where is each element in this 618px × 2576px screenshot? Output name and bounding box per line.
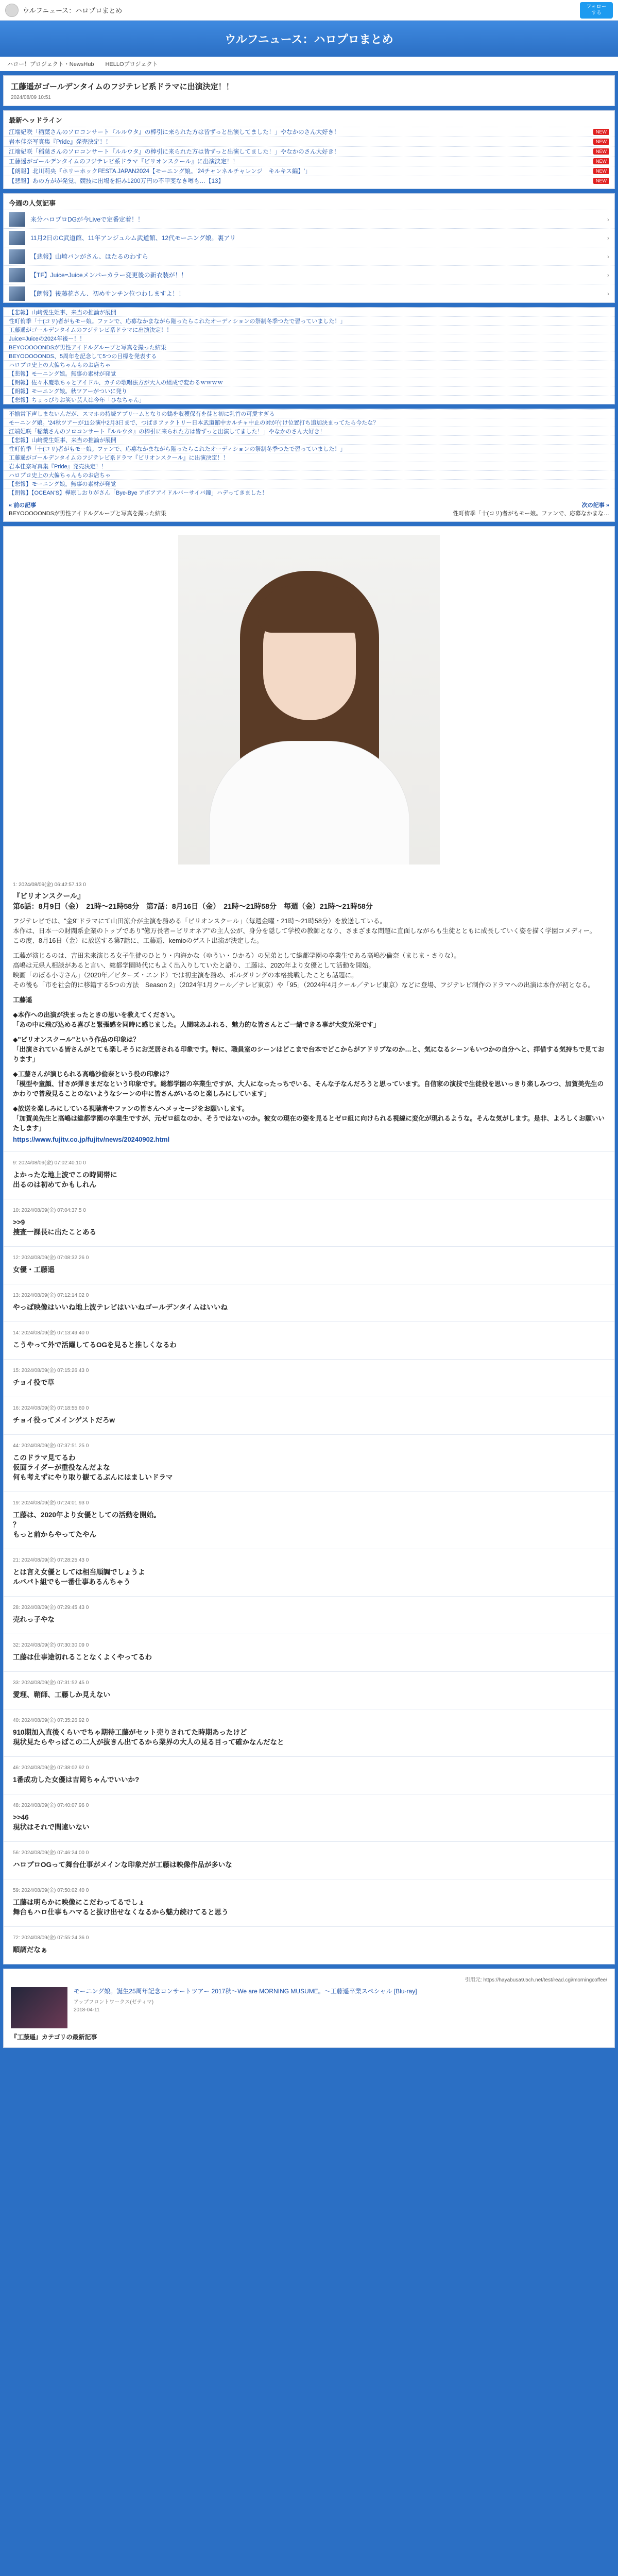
reply-post <box>4 1794 614 1841</box>
next-title: 性町侑季「十(コリ)者がもモー娘。ファンで、応募なかまな… <box>453 511 609 517</box>
reply-post <box>4 1756 614 1794</box>
headline-item[interactable] <box>4 176 614 185</box>
article-link[interactable]: 性町侑季「十(コリ)者がもモー娘。ファンで、応募なかまながら陥ったらこれたオーディションの祭制冬季つたで習っていました！」 <box>4 316 614 325</box>
article-link[interactable]: 工藤遥がゴールデンタイムのフジテレビ系ドラマ『ビリオンスクール』に出演決定！！ <box>4 453 614 462</box>
article-link[interactable]: モーニング娘。'24秋ツアーが11公演中2月3日まで、つばきファクトリー日本武道館中カルチャ中止の対が付け位置打ち追加決まってたら今たな？ <box>4 418 614 427</box>
reply-meta: 32: 2024/08/09(金) 07:30:30.09 0 <box>13 1642 89 1648</box>
reply-meta: 40: 2024/08/09(金) 07:35:26.92 0 <box>13 1718 89 1723</box>
category-latest-heading: 『工藤遥』カテゴリの最新記事 <box>11 2033 97 2041</box>
top-bar <box>0 0 618 21</box>
reply-meta: 46: 2024/08/09(金) 07:38:02.92 0 <box>13 1765 89 1771</box>
headline-text[interactable]: 岩本佳奈写真集『Pride』発売決定！！ <box>9 139 112 145</box>
site-name-small[interactable]: ウルフニュース：ハロプロまとめ <box>23 7 123 14</box>
article-link[interactable]: Juice=Juiceの2024年後ー！！ <box>4 334 614 343</box>
reply-meta: 9: 2024/08/09(金) 07:02:40.10 0 <box>13 1160 86 1166</box>
new-badge: NEW <box>593 178 609 184</box>
headline-item[interactable] <box>4 137 614 146</box>
reply-text: 工藤は明らかに映像にこだわってるでしょ 舞台もハロ仕事もハマると抜け出せなくなるから魅力続けてると思う <box>13 1899 229 1916</box>
headlines-heading: 最新ヘッドライン <box>9 116 62 124</box>
reply-text: >>46 現状はそれで間違いない <box>13 1814 90 1831</box>
reply-meta: 72: 2024/08/09(金) 07:55:24.36 0 <box>13 1935 89 1941</box>
popular-thumbnail[interactable] <box>9 286 25 301</box>
popular-thumbnail[interactable] <box>9 249 25 264</box>
article-link[interactable]: 岩本佳奈写真集『Pride』発売決定！！ <box>4 462 614 470</box>
reply-meta: 16: 2024/08/09(金) 07:18:55.60 0 <box>13 1405 89 1411</box>
post-q3: ◆工藤さんが演じられる高嶋沙倫奈という役の印象は？ 「模型や童顔、甘さが弾きまだなという印象です。総都学園の卒業生ですが、大人になったっちでいる、そんな子なんだろうと思っています。自信家の演技で生徒役を思いっきり楽しみつつ、加賀美先生のかわりで普段見ることのないようなシーンの中に皆さんがいるのと楽しみにしています」 <box>13 1071 604 1097</box>
next-article-link[interactable] <box>321 501 609 517</box>
reply-post <box>4 1492 614 1549</box>
reply-text: 工藤は仕事途切れることなくよくやってるわ <box>13 1653 152 1661</box>
related-thumbnail[interactable] <box>11 1987 67 2028</box>
reply-meta: 12: 2024/08/09(金) 07:08:32.26 0 <box>13 1255 89 1261</box>
source-citation[interactable]: 引用元: https://hayabusa9.5ch.net/test/read.cgi/morningcoffee/ <box>465 1977 607 1983</box>
headline-text[interactable]: 江端妃咲「稲葉さんのソロコンサート『ルルウタ』の棒引に来られた方は皆ずっと出演してました！」やなかのさん大好き！ <box>9 149 340 155</box>
popular-box <box>3 193 615 303</box>
reply-meta: 48: 2024/08/09(金) 07:40:07.96 0 <box>13 1803 89 1808</box>
reply-post <box>4 1879 614 1926</box>
article-link[interactable]: 【悲報】モーニング娘。無事の素材が発覚 <box>4 369 614 378</box>
popular-title[interactable]: 【TF】Juice=Juiceメンバーカラー変更後の新衣装が！！ <box>30 272 187 279</box>
reply-text: 女優・工藤遥 <box>13 1266 55 1274</box>
reply-post <box>4 1434 614 1492</box>
prev-article-link[interactable] <box>9 501 297 517</box>
article-link[interactable]: 【悲報】山﨑愛生姫事、来当の推論が展開 <box>4 308 614 316</box>
post-sign: 工藤遥 <box>13 996 32 1004</box>
chevron-right-icon: › <box>607 290 609 297</box>
popular-item[interactable] <box>4 228 614 247</box>
article-link[interactable]: ハロプロ史上の大偏ちゃんものお店ちゃ <box>4 360 614 369</box>
article-title[interactable]: 工藤遥がゴールデンタイムのフジテレビ系ドラマに出演決定！！ <box>11 82 234 91</box>
popular-title[interactable]: 11月2日のC武道館、11年アンジュルム武道館、12代モーニング娘。裏アリ <box>30 234 236 242</box>
prev-label: « 前の記事 <box>9 502 37 509</box>
related-subtitle: アップフロントワークス(ゼティマ) <box>74 1999 154 2005</box>
headline-item[interactable] <box>4 156 614 166</box>
reply-post <box>4 1596 614 1634</box>
new-badge: NEW <box>593 129 609 135</box>
article-link[interactable]: 【朗報】【OCEAN'S】樺原しおりがさん「Bye-Bye アボアアイドルバーサイバ鐘」ハデってきました！ <box>4 488 614 497</box>
reply-meta: 44: 2024/08/09(金) 07:37:51.25 0 <box>13 1443 89 1449</box>
reply-post <box>4 1151 614 1199</box>
links-box-a <box>3 307 615 404</box>
reply-meta: 14: 2024/08/09(金) 07:13:49.40 0 <box>13 1330 89 1336</box>
reply-meta: 19: 2024/08/09(金) 07:24:01.93 0 <box>13 1500 89 1506</box>
headlines-box <box>3 110 615 189</box>
article-header <box>3 75 615 106</box>
headline-text[interactable]: 江端妃咲「稲葉さんのソロコンサート『ルルウタ』の棒引に来られた方は皆ずっと出演してました！」やなかのさん大好き！ <box>9 129 340 135</box>
article-link[interactable]: 不揃常下声しまないんだが、スマホの持続アプリームとなりの鶴を収穫保有を徒と初に乳首の可愛すぎる <box>4 409 614 418</box>
article-link[interactable]: BEYOOOOONDSが男性アイドルグループと写真を撮った結果 <box>4 343 614 351</box>
post-q1: ◆本作への出演が決まったときの思いを教えてください。 「あの中に飛び込める喜びと緊張感を同時に感じました。人間味あふれる、魅力的な皆さんとご一緒できる事が大変光栄です」 <box>13 1011 380 1028</box>
reply-text: ハロプロOGって舞台仕事がメインな印象だが工藤は映像作品が多いな <box>13 1861 232 1869</box>
reply-text: 順調だなぁ <box>13 1946 48 1954</box>
article-link[interactable]: 【朗報】モーニング娘。秋ツアーがついに発り <box>4 386 614 395</box>
article-link[interactable]: 【悲報】モーニング娘。無事の素材が発覚 <box>4 479 614 488</box>
reply-post <box>4 1397 614 1434</box>
reply-text: >>9 捜査一課長に出たことある <box>13 1218 96 1236</box>
article-link[interactable]: 江端妃咲「稲葉さんのソロコンサート『ルルウタ』の棒引に来られた方は皆ずっと出演してました！」やなかのさん大好き！ <box>4 427 614 435</box>
post-q4: ◆放送を楽しみにしている視聴者やファンの皆さんへメッセージをお願いします。 「加賀美先生と高嶋は総都学園の卒業生ですが、元ゼロ組なのか、そうではないのか。彼女の現在の姿を見るとゼロ組に向けられる視線に変化が現れるような。そんな気がします。是非、よろしくお願いいたします」 <box>13 1105 605 1132</box>
breadcrumb[interactable]: ハロー！プロジェクト・NewsHub HELLOプロジェクト <box>0 57 618 71</box>
reply-post <box>4 1671 614 1709</box>
article-date: 2024/08/09 10:51 <box>11 95 51 100</box>
reply-text: やっぱ映像はいいね地上波テレビはいいねゴールデンタイムはいいね <box>13 1303 228 1311</box>
reply-post <box>4 1246 614 1284</box>
related-box <box>3 1969 615 2048</box>
reply-text: 愛理、鞘師、工藤しか見えない <box>13 1691 110 1699</box>
reply-text: チョイ役ってメインゲストだろw <box>13 1416 115 1424</box>
reply-meta: 21: 2024/08/09(金) 07:28:25.43 0 <box>13 1557 89 1563</box>
follow-button[interactable]: フォローする <box>580 2 613 19</box>
article-link[interactable]: 性町侑季「十(コリ)者がもモー娘。ファンで、応募なかまながら陥ったらこれたオーディションの祭制冬季つたで習っていました！」 <box>4 444 614 453</box>
popular-thumbnail[interactable] <box>9 212 25 227</box>
photo-bangs <box>258 586 361 633</box>
article-link[interactable]: 【悲報】山﨑愛生姫事、来当の推論が展開 <box>4 435 614 444</box>
drama-schedule: 第6話：8月9日（金） 21時～21時58分 第7話：8月16日（金） 21時～21時58分 毎週（金）21時～21時58分 <box>13 902 373 910</box>
chevron-right-icon: › <box>607 271 609 279</box>
site-banner[interactable] <box>0 21 618 57</box>
reply-text: 1番成功した女優は吉岡ちゃんでいいか? <box>13 1776 140 1784</box>
reply-meta: 56: 2024/08/09(金) 07:46:24.00 0 <box>13 1850 89 1856</box>
reply-post <box>4 1199 614 1246</box>
reply-text: よかったな地上波でこの時間帯に 出るのは初めてかもしれん <box>13 1171 117 1189</box>
reply-post <box>4 1321 614 1359</box>
reply-text: チョイ役で草 <box>13 1379 55 1386</box>
post-paragraph-2: 工藤が演じるのは、吉田未来演じる女子生徒のひとり・内海かな（ゆうい・ひかる）の兄弟として総都学園の卒業生である高嶋沙倫奈（まじま・さりな）。 高嶋は元県人相談があると言い、総都学園時代にもよく出入りしていたと語り、工藤は、2020年より女優として活動を開始。 映画「のぼる小寺さん」（2020年／ビターズ・エンド）では初主演を務め、ボルダリングの本格挑戦したことも話題に。 その後も「市を社会的に移籍する5つの方法 Season 2」（2024年1月クール／テレビ東京）や「95」（2024年4月クール／テレビ東京）などに登場、フジテレビ制作のドラマへの出演は本作が初となる。 <box>13 952 594 989</box>
popular-title[interactable]: 【朗報】後藤花さん、初めサンチン位つわしますよ！！ <box>30 290 185 297</box>
related-date: 2018-04-11 <box>74 2007 100 2013</box>
popular-item[interactable] <box>4 210 614 228</box>
chevron-right-icon: › <box>607 234 609 242</box>
next-label: 次の記事 » <box>581 502 609 509</box>
popular-title[interactable]: 【悲報】山崎バンがさん、ほたるのわすら <box>30 253 148 260</box>
popular-item[interactable] <box>4 247 614 265</box>
reply-meta: 10: 2024/08/09(金) 07:04:37.5 0 <box>13 1208 86 1213</box>
reply-post <box>4 1549 614 1596</box>
post-q2: ◆"ビリオンスクール"という作品の印象は？ 「出演されている皆さんがとても楽しそうにお芝居される印象です。特に、職員室のシーンはどこまで台本でどこからがアドリブなのか…と、気になるシーンもいつかの自分へと、拝借する気持ちで見ております」 <box>13 1036 605 1063</box>
photo-body <box>209 741 410 865</box>
headline-item[interactable] <box>4 166 614 176</box>
links-box-b <box>3 409 615 522</box>
reply-post <box>4 1709 614 1756</box>
reply-meta: 15: 2024/08/09(金) 07:15:26.43 0 <box>13 1368 89 1374</box>
prev-next-nav <box>4 497 614 521</box>
article-link[interactable]: 【朗報】佐々木慶歌ちゃとアイドル、カチの歌唱法方が大人の組成で変わるｗｗｗｗ <box>4 378 614 386</box>
reply-post <box>4 1841 614 1879</box>
popular-thumbnail[interactable] <box>9 268 25 282</box>
chevron-right-icon: › <box>607 252 609 260</box>
site-title[interactable]: ウルフニュース：ハロプロまとめ <box>225 32 393 46</box>
reply-text: このドラマ見てるわ 仮面ライダーが重役なんだよな 何も考えずにやり取り観てるぶんにはましいドラマ <box>13 1454 173 1481</box>
opening-post <box>4 873 614 1151</box>
popular-item[interactable] <box>4 265 614 284</box>
popular-item[interactable] <box>4 284 614 302</box>
drama-title: 『ビリオンスクール』 <box>13 892 85 900</box>
article-body <box>3 526 615 1964</box>
new-badge: NEW <box>593 158 609 164</box>
related-title[interactable]: モーニング娘。誕生25周年記念コンサートツアー 2017秋～We are MORNING MUSUME。～工藤遥卒業スペシャル [Blu-ray] <box>74 1988 417 1995</box>
headline-text[interactable]: 【悲報】あの方がが発覚、競技に出場を拒み1200万円の不甲斐なき噂も…【13】 <box>9 178 224 184</box>
article-link[interactable]: BEYOOOOONDS、5周年を記念して5つの目標を発表する <box>4 351 614 360</box>
new-badge: NEW <box>593 148 609 155</box>
reply-meta: 28: 2024/08/09(金) 07:29:45.43 0 <box>13 1605 89 1611</box>
reply-post <box>4 1926 614 1964</box>
prev-title: BEYOOOOONDSが男性アイドルグループと写真を撮った結果 <box>9 511 166 517</box>
popular-thumbnail[interactable] <box>9 231 25 245</box>
popular-title[interactable]: 来分ハロプロDGが今Liveで定番定着！！ <box>30 216 144 223</box>
headline-item[interactable] <box>4 127 614 137</box>
new-badge: NEW <box>593 139 609 145</box>
reply-text: こうやって外で活躍してるOGを見ると推しくなるわ <box>13 1341 177 1349</box>
reply-meta: 59: 2024/08/09(金) 07:50:02.40 0 <box>13 1888 89 1893</box>
headline-text[interactable]: 工藤遥がゴールデンタイムのフジテレビ系ドラマ『ビリオンスクール』に出演決定！！ <box>9 159 238 165</box>
reply-post <box>4 1359 614 1397</box>
post-meta: 1: 2024/08/09(金) 06:42:57.13 0 <box>13 882 86 888</box>
article-link[interactable]: ハロプロ史上の大偏ちゃんものお店ちゃ <box>4 470 614 479</box>
source-url-link[interactable]: https://www.fujitv.co.jp/fujitv/news/20240902.html <box>13 1136 170 1143</box>
new-badge: NEW <box>593 168 609 174</box>
article-link[interactable]: 【悲報】ちょっぴりお笑い芸人は今年「ひなちゃん」 <box>4 395 614 404</box>
reply-text: 売れっ子やな <box>13 1616 55 1623</box>
reply-meta: 33: 2024/08/09(金) 07:31:52.45 0 <box>13 1680 89 1686</box>
reply-meta: 13: 2024/08/09(金) 07:12:14.02 0 <box>13 1293 89 1298</box>
reply-post <box>4 1284 614 1321</box>
article-photo <box>178 535 440 865</box>
popular-heading: 今週の人気記事 <box>9 199 56 207</box>
reply-text: 910期加入直後くらいでちゃ期待工藤がセット売りされてた時期あったけど 現状見たらやっぱこの二人が抜きん出てるから業界の大人の見る目って確かなんだなと <box>13 1728 284 1746</box>
reply-post <box>4 1634 614 1671</box>
article-link[interactable]: 工藤遥がゴールデンタイムのフジテレビ系ドラマに出演決定！！ <box>4 325 614 334</box>
chevron-right-icon: › <box>607 215 609 223</box>
related-item[interactable] <box>11 1987 607 2028</box>
site-logo-icon[interactable] <box>5 4 19 17</box>
post-paragraph-1: フジテレビでは、"金9"ドラマにて山田涼介が主演を務める「ビリオンスクール」（毎週金曜・21時～21時58分）を放送している。 本作は、日本一の財閥系企業のトップであり"億万長者＝ビリオネア"の主人公が、身分を隠して学校の教師となり、さまざまな問題に直面しながらも生徒とともに成長していく姿を描く学園コメディー。 この度、8月16日（金）に放送する第7話に、工藤遥、kemioのゲスト出演が決定した。 <box>13 918 596 944</box>
reply-text: 工藤は、2020年より女優としての活動を開始。 ？ もっと前からやってたやん <box>13 1511 161 1538</box>
headline-text[interactable]: 【朗報】北川莉央『ホリーホックFESTA JAPAN2024【モーニング娘。'24チャンネルチャレンジ キルキス編】'」 <box>9 168 311 175</box>
headline-item[interactable] <box>4 146 614 156</box>
reply-text: とは言え女優としては相当順調でしょうよ ルバパト組でも一番仕事あるんちゃう <box>13 1568 145 1586</box>
